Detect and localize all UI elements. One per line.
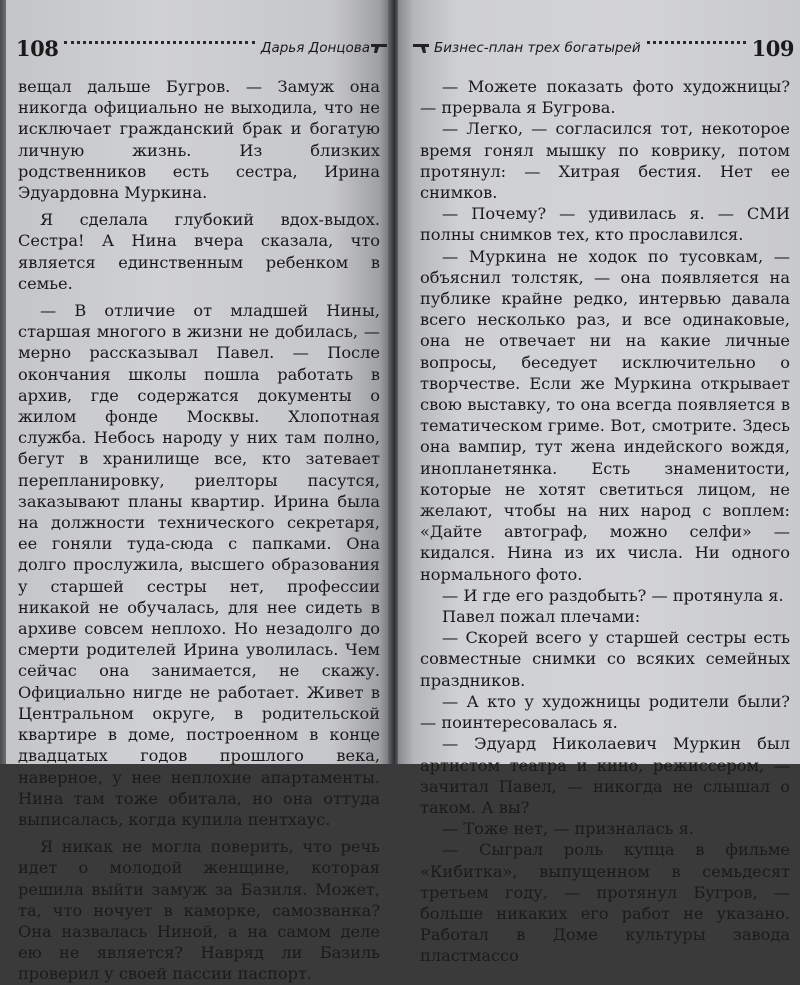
- paragraph: Я сделала глубокий вдох-выдох. Сестра! А Нина вчера сказала, что является единственным ребенком в семье.: [18, 210, 380, 293]
- pistol-icon: [412, 42, 430, 54]
- running-head-title: Бизнес-план трех богатырей: [434, 40, 641, 56]
- paragraph: — Легко, — согласился тот, некоторое время гонял мышку по коврику, потом протянул: — Хитрая бестия. Нет ее снимков.: [420, 119, 790, 203]
- running-head-author: Дарья Донцова: [260, 40, 370, 56]
- paragraph: — В отличие от младшей Нины, старшая многого в жизни не добилась, — мерно рассказывал Павел. — После окончания школы пошла работать в архив, где содержатся документы о жилом фонде Москвы. Хлопотная служба. Небось народу у них там полно, бегут в хранилище все, кто затевает перепланировку, риелторы пасутся, заказывают планы квартир. Ирина была на должности технического секретаря, ее гоняли туда-сюда с папками. Она долго прослужила, высшего образования у старшей сестры нет, профессии никакой не обучалась, для нее сидеть в архиве совсем неплохо. Но незадолго до смерти родителей Ирина уволилась. Чем сейчас она занимается, не скажу. Официально нигде не работает. Живет в Центральном округе, в родительской квартире в доме, построенном в конце двадцатых годов прошлого века, наверное, у нее неплохие апартаменты. Нина там тоже обитала, но она оттуда выписалась, когда купила пентхаус.: [18, 301, 380, 829]
- left-page-text: [18, 76, 380, 985]
- paragraph: — И где его раздобыть? — протянула я.: [442, 585, 784, 605]
- right-page-header: [412, 36, 794, 60]
- paragraph: — А кто у художницы родители были? — поинтересовалась я.: [420, 691, 790, 733]
- paragraph: — Муркина не ходок по тусовкам, — объяснил толстяк, — она появляется на публике крайне редко, интервью давала всего несколько раз, и все одинаковые, она не отвечает ни на какие личные вопросы, беседует исключительно о творчестве. Если же Муркина открывает свою выставку, то она всегда появляется в тематическом гриме. Вот, смотрите. Здесь она вампир, тут жена индейского вождя, инопланетянка. Есть знаменитости, которые не хотят светиться лицом, не желают, чтобы на них народ с воплем: «Дайте автограф, можно селфи» — кидался. Нина из их числа. Ни одного нормального фото.: [420, 246, 790, 584]
- page-number: 108: [16, 35, 59, 61]
- header-dotted-rule: [647, 41, 746, 44]
- paragraph: вещал дальше Бугров. — Замуж она никогда официально не выходила, что не исключает гражданский брак и богатую личную жизнь. Из близких родственников есть сестра, Ирина Эдуардовна Муркина.: [18, 77, 380, 203]
- paragraph: — Можете показать фото художницы? — прервала я Бугрова.: [420, 77, 790, 118]
- paragraph: — Тоже нет, — призналась я.: [442, 819, 694, 839]
- paragraph: Павел пожал плечами:: [442, 607, 641, 627]
- pistol-icon: [370, 42, 388, 54]
- paragraph: — Сыграл роль купца в фильме «Кибитка», выпущенном в семьдесят третьем году, — протянул Бугров, — больше никаких его работ не указано. Работал в Доме культуры завода пластмассо: [420, 840, 790, 966]
- paragraph: — Скорей всего у старшей сестры есть совместные снимки со всяких семейных праздников.: [420, 628, 790, 690]
- right-page-text: [420, 76, 790, 967]
- header-dotted-rule: [64, 41, 255, 44]
- right-page: [398, 0, 800, 966]
- paragraph: — Почему? — удивилась я. — СМИ полны снимков тех, кто прославился.: [420, 204, 790, 245]
- left-page-header: [16, 36, 388, 60]
- left-page: [6, 0, 391, 984]
- paragraph: — Эдуард Николаевич Муркин был артистом театра и кино, режиссером, — зачитал Павел, — никогда не слышал о таком. А вы?: [420, 734, 790, 817]
- page-number: 109: [751, 35, 794, 61]
- paragraph: Я никак не могла поверить, что речь идет о молодой женщине, которая решила выйти замуж за Базиля. Может, та, что ночует в каморке, самозванка? Она назвалась Ниной, а на самом деле ею не является? Навряд ли Базиль проверил у своей пассии паспорт.: [18, 837, 380, 984]
